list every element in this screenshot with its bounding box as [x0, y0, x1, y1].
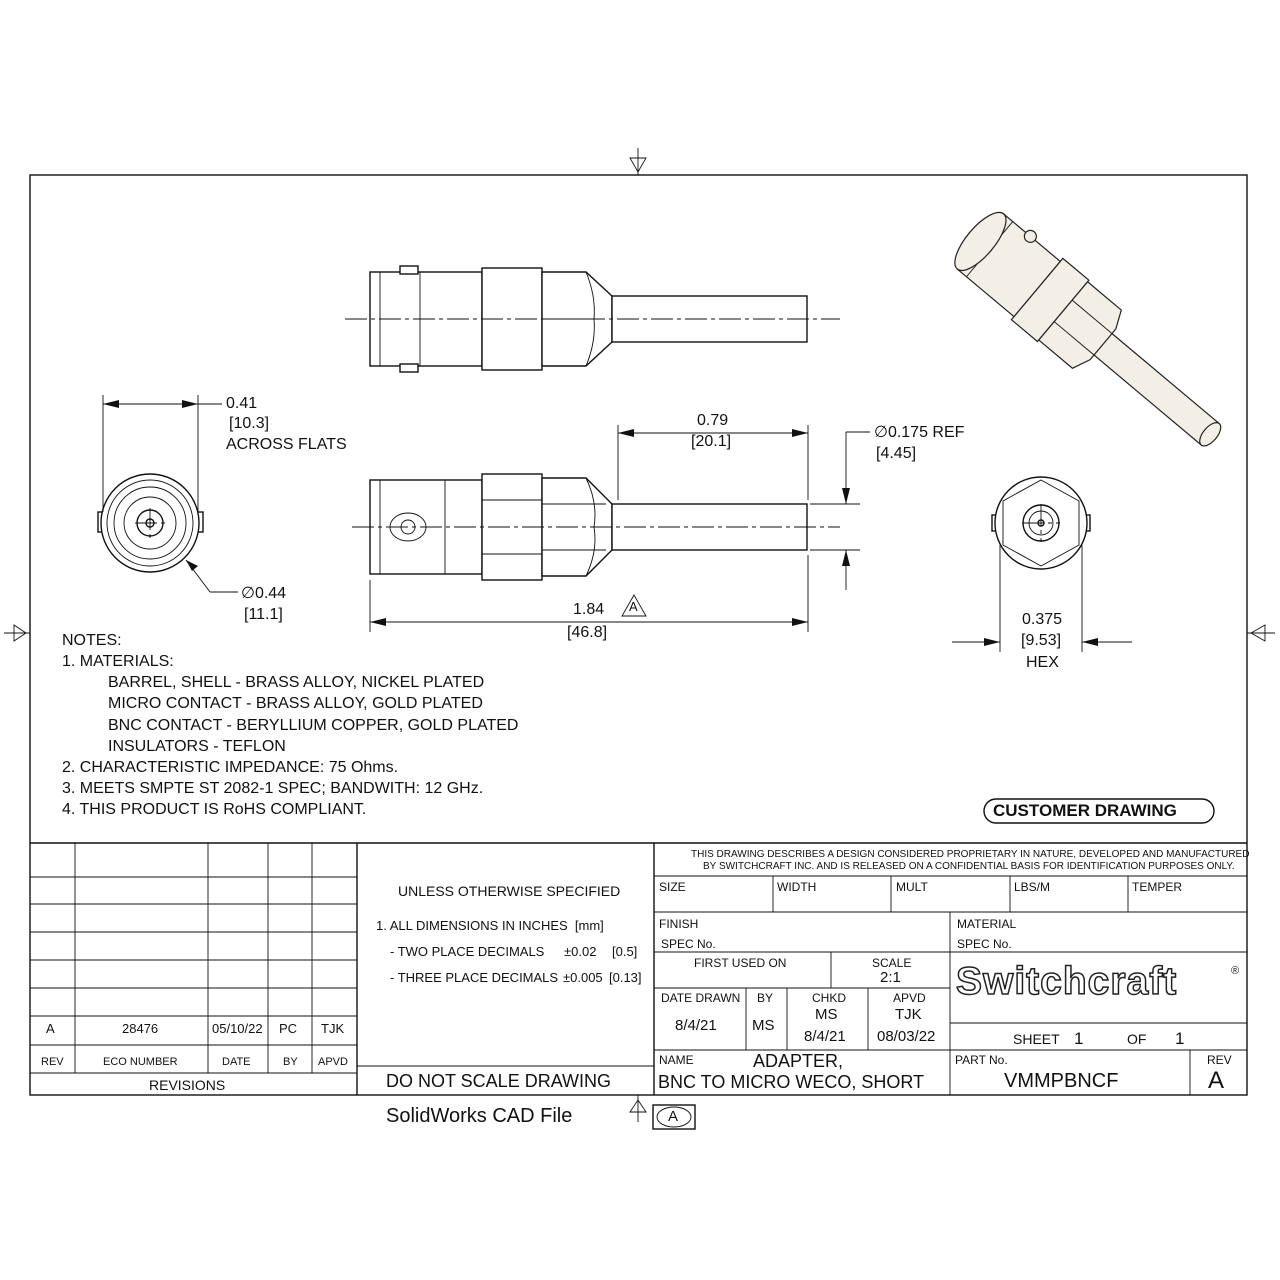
dim-dia-0175-inch: ∅0.175 REF	[874, 424, 965, 441]
apvd-header: APVD	[318, 1056, 348, 1068]
dim-across-flats-mm: [10.3]	[229, 415, 270, 432]
of-label: OF	[1127, 1031, 1147, 1047]
note-line: 4. THIS PRODUCT IS RoHS COMPLIANT.	[62, 801, 367, 818]
dim-diameter-044-inch: ∅0.44	[241, 585, 287, 602]
name-label: NAME	[659, 1053, 694, 1067]
material-label: MATERIAL	[957, 917, 1017, 931]
name-line2: BNC TO MICRO WECO, SHORT	[658, 1072, 925, 1092]
name-line1: ADAPTER,	[753, 1051, 844, 1071]
registered-mark: ®	[1231, 965, 1240, 977]
proprietary-line2: BY SWITCHCRAFT INC. AND IS RELEASED ON A CONFIDENTIAL BASIS FOR IDENTIFICATION PURPOSES ONLY.	[703, 861, 1235, 872]
dim-diameter-044	[186, 560, 238, 592]
note-line: BNC CONTACT - BERYLLIUM COPPER, GOLD PLATED	[108, 717, 519, 734]
note-line: 1. MATERIALS:	[62, 653, 174, 670]
left-end-view	[98, 474, 203, 572]
eco-cell: 28476	[122, 1021, 159, 1036]
two-place-mm: [0.5]	[612, 944, 638, 959]
isometric-view	[944, 200, 1243, 469]
note-line: INSULATORS - TEFLON	[108, 738, 286, 755]
dim-dia-0175-mm: [4.45]	[876, 445, 917, 462]
main-side-view	[352, 474, 840, 580]
apvd-cell: TJK	[321, 1021, 345, 1036]
scale-label: SCALE	[872, 956, 912, 970]
apvd-date-value: 08/03/22	[877, 1028, 936, 1045]
date-drawn-value: 8/4/21	[675, 1017, 717, 1034]
chkd-by-value: MS	[815, 1006, 838, 1023]
rev-value: A	[1208, 1067, 1225, 1094]
dim-across-flats-label: ACROSS FLATS	[226, 436, 347, 453]
rev-label: REV	[1207, 1053, 1232, 1067]
dim-diameter-044-mm: [11.1]	[244, 606, 283, 623]
date-drawn-label: DATE DRAWN	[661, 991, 741, 1005]
size-label: SIZE	[659, 880, 686, 894]
chkd-label: CHKD	[812, 991, 847, 1005]
lbs-m-label: LBS/M	[1014, 880, 1051, 894]
by-header: BY	[283, 1056, 298, 1068]
material-spec-label: SPEC No.	[957, 937, 1012, 951]
by-value: MS	[752, 1017, 775, 1034]
finish-label: FINISH	[659, 917, 699, 931]
dim-hex-inch: 0.375	[1022, 611, 1063, 628]
width-label: WIDTH	[777, 880, 817, 894]
date-header: DATE	[222, 1056, 251, 1068]
tolerance-title: UNLESS OTHERWISE SPECIFIED	[398, 883, 621, 899]
three-place-mm: [0.13]	[609, 970, 642, 985]
temper-label: TEMPER	[1132, 880, 1183, 894]
footer-rev-flag: A	[668, 1108, 679, 1125]
part-no-label: PART No.	[955, 1053, 1008, 1067]
dim-across-flats-inch: 0.41	[226, 395, 258, 412]
apvd-label: APVD	[893, 991, 926, 1005]
part-no-value: VMMPBNCF	[1004, 1070, 1119, 1092]
revisions-title: REVISIONS	[149, 1077, 226, 1093]
top-side-view	[345, 266, 840, 372]
rev-cell: A	[46, 1021, 55, 1036]
dim-hex-label: HEX	[1026, 654, 1059, 671]
chkd-date-value: 8/4/21	[804, 1028, 846, 1045]
switchcraft-logo: Switchcraft	[956, 960, 1178, 1003]
rev-header: REV	[41, 1056, 64, 1068]
by-cell: PC	[279, 1021, 298, 1036]
dim-length-079-inch: 0.79	[697, 412, 729, 429]
cad-file-label: SolidWorks CAD File	[386, 1105, 573, 1127]
dim-dia-0175	[810, 432, 870, 590]
do-not-scale: DO NOT SCALE DRAWING	[386, 1071, 612, 1091]
mult-label: MULT	[896, 880, 928, 894]
of-value: 1	[1175, 1029, 1185, 1048]
dim-overall-inch: 1.84	[573, 601, 605, 618]
proprietary-line1: THIS DRAWING DESCRIBES A DESIGN CONSIDERED PROPRIETARY IN NATURE, DEVELOPED AND MANUFACTURED	[691, 849, 1250, 860]
notes-title: NOTES:	[62, 632, 122, 649]
customer-drawing-label: CUSTOMER DRAWING	[993, 801, 1177, 820]
dim-length-079-mm: [20.1]	[691, 433, 732, 450]
scale-value: 2:1	[880, 969, 901, 986]
sheet-value: 1	[1074, 1029, 1084, 1048]
note-line: 3. MEETS SMPTE ST 2082-1 SPEC; BANDWITH: 12 GHz.	[62, 780, 484, 797]
note-line: BARREL, SHELL - BRASS ALLOY, NICKEL PLATED	[108, 674, 485, 691]
note-line: MICRO CONTACT - BRASS ALLOY, GOLD PLATED	[108, 695, 483, 712]
tolerance-line1: 1. ALL DIMENSIONS IN INCHES [mm]	[376, 918, 604, 933]
note-line: 2. CHARACTERISTIC IMPEDANCE: 75 Ohms.	[62, 759, 399, 776]
apvd-by-value: TJK	[895, 1006, 922, 1023]
rev-flag-letter: A	[629, 599, 638, 614]
two-place-label: - TWO PLACE DECIMALS	[390, 944, 545, 959]
sheet-label: SHEET	[1013, 1031, 1060, 1047]
by-label: BY	[757, 991, 774, 1005]
right-end-view	[992, 477, 1090, 569]
two-place-value: ±0.02	[564, 944, 597, 959]
finish-spec-label: SPEC No.	[661, 937, 716, 951]
eco-header: ECO NUMBER	[103, 1056, 178, 1068]
dim-hex-mm: [9.53]	[1021, 632, 1062, 649]
three-place-value: ±0.005	[563, 970, 603, 985]
three-place-label: - THREE PLACE DECIMALS	[390, 970, 559, 985]
date-cell: 05/10/22	[212, 1021, 263, 1036]
first-used-on-label: FIRST USED ON	[694, 956, 787, 970]
dim-overall-mm: [46.8]	[567, 624, 608, 641]
